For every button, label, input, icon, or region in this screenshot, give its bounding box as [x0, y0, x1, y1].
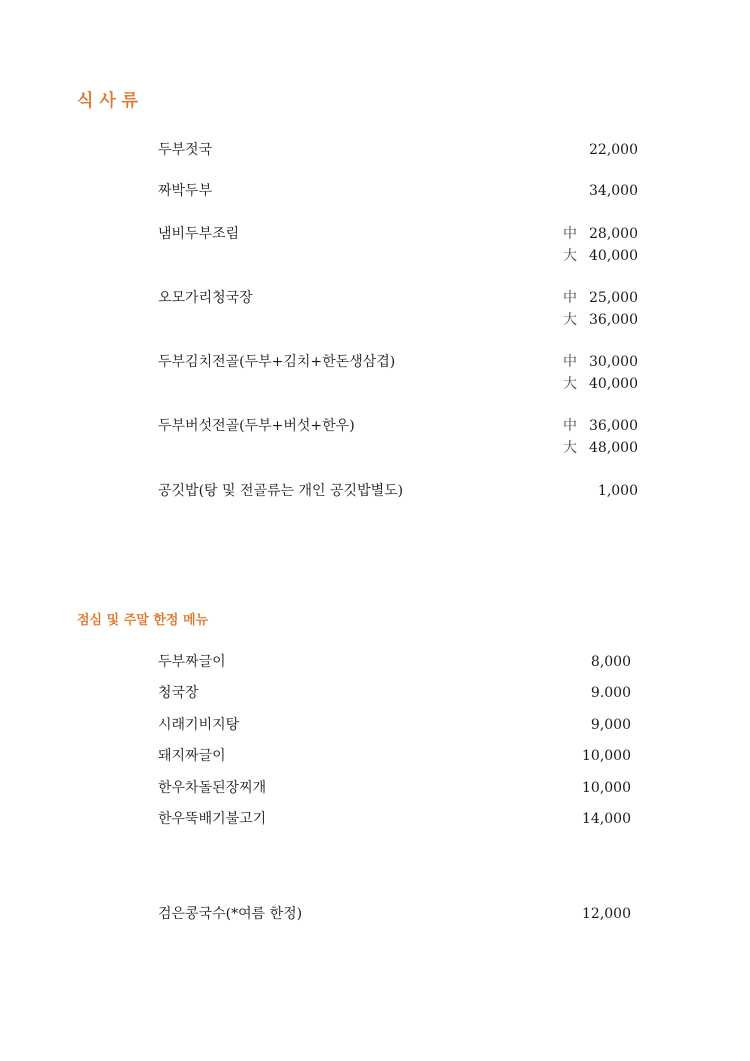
lunch-item	[0, 682, 750, 704]
lunch-item	[0, 745, 750, 767]
menu-item-name: 두부김치전골(두부+김치+한돈생삼겹)	[158, 354, 396, 370]
menu-item-name: 공깃밥(탕 및 전골류는 개인 공깃밥별도)	[158, 483, 404, 499]
menu-item-price-large: 40,000	[589, 376, 638, 392]
section-title-lunch: 점심 및 주말 한정 메뉴	[77, 613, 209, 628]
menu-item-name: 짜박두부	[158, 183, 213, 199]
menu-item-price-large: 36,000	[589, 312, 638, 328]
lunch-item-name: 시래기비지탕	[158, 717, 240, 733]
lunch-item-price: 8,000	[590, 654, 631, 670]
lunch-item-price: 10,000	[582, 780, 631, 796]
menu-item-price-medium: 25,000	[589, 290, 638, 306]
menu-item	[0, 139, 750, 161]
menu-item-price: 22,000	[589, 142, 638, 158]
menu-item-name: 냄비두부조림	[158, 226, 240, 242]
seasonal-item-name: 검은콩국수(*여름 한정)	[158, 906, 303, 922]
size-label-medium: 中	[563, 354, 577, 370]
lunch-item-price: 10,000	[582, 748, 631, 764]
menu-item-price-medium: 36,000	[589, 418, 638, 434]
menu-item-price-large: 40,000	[589, 248, 638, 264]
section-title-main: 식 사 류	[77, 91, 139, 111]
menu-item-name: 두부버섯전골(두부+버섯+한우)	[158, 418, 355, 434]
menu-item-price-medium: 28,000	[589, 226, 638, 242]
menu-item	[0, 287, 750, 331]
lunch-item-name: 청국장	[158, 685, 199, 701]
size-label-large: 大	[563, 312, 577, 328]
menu-item-price: 34,000	[589, 183, 638, 199]
menu-item	[0, 480, 750, 502]
menu-item	[0, 351, 750, 395]
menu-item-price: 1,000	[597, 483, 638, 499]
lunch-item	[0, 651, 750, 673]
menu-item-name: 두부젓국	[158, 142, 213, 158]
lunch-item-price: 9.000	[590, 685, 631, 701]
menu-item-price-large: 48,000	[589, 440, 638, 456]
lunch-item	[0, 777, 750, 799]
lunch-item-name: 한우뚝배기불고기	[158, 811, 267, 827]
menu-item	[0, 415, 750, 459]
size-label-large: 大	[563, 440, 577, 456]
seasonal-item-price: 12,000	[582, 906, 631, 922]
menu-item-price-medium: 30,000	[589, 354, 638, 370]
menu-item	[0, 223, 750, 267]
lunch-item-name: 한우차돌된장찌개	[158, 780, 267, 796]
menu-item-name: 오모가리청국장	[158, 290, 253, 306]
size-label-medium: 中	[563, 290, 577, 306]
size-label-medium: 中	[563, 226, 577, 242]
lunch-item-name: 돼지짜글이	[158, 748, 226, 764]
lunch-item-price: 9,000	[590, 717, 631, 733]
menu-item	[0, 180, 750, 202]
size-label-large: 大	[563, 376, 577, 392]
lunch-item-price: 14,000	[582, 811, 631, 827]
lunch-item	[0, 808, 750, 830]
size-label-medium: 中	[563, 418, 577, 434]
seasonal-item	[0, 903, 750, 925]
lunch-item	[0, 714, 750, 736]
lunch-item-name: 두부짜글이	[158, 654, 226, 670]
size-label-large: 大	[563, 248, 577, 264]
